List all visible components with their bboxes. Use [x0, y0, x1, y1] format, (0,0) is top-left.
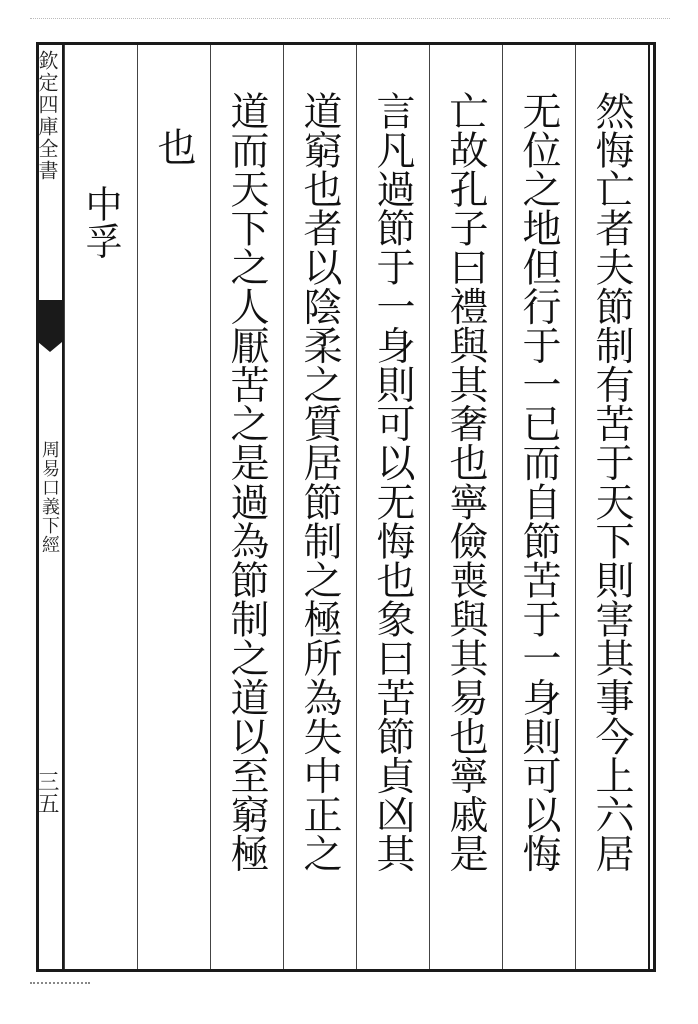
- text-column: [356, 45, 428, 969]
- column-text: 无位之地但行于一已而自節苦于一身則可以悔: [516, 91, 561, 873]
- text-column: [575, 45, 647, 969]
- column-text: 言凡過節于一身則可以无悔也象曰苦節貞凶其: [370, 91, 415, 873]
- text-column: [283, 45, 355, 969]
- fish-tail-mark-icon: [38, 300, 62, 342]
- page-number: 三五: [34, 770, 59, 814]
- text-column: [429, 45, 501, 969]
- text-column: [64, 45, 136, 969]
- text-column: [210, 45, 282, 969]
- text-column: [502, 45, 574, 969]
- column-text: 亡故孔子曰禮與其奢也寧儉喪與其易也寧戚是: [443, 91, 488, 873]
- text-column: [137, 45, 209, 969]
- book-title: 周易口義下經: [39, 440, 60, 554]
- collection-title: 欽定四庫全書: [35, 50, 59, 182]
- bottom-dotted-mark: [30, 982, 90, 986]
- top-dotted-line: [30, 18, 670, 20]
- right-border-rule: [648, 42, 660, 972]
- column-text: 然悔亡者夫節制有苦于天下則害其事今上六居: [589, 91, 634, 873]
- column-text: 道而天下之人厭苦之是過為節制之道以至窮極: [224, 91, 269, 873]
- column-text: 也: [151, 127, 196, 167]
- column-text: 道窮也者以陰柔之質居節制之極所為失中正之: [297, 91, 342, 873]
- text-columns: [64, 45, 648, 969]
- column-text: 中孚: [79, 185, 122, 260]
